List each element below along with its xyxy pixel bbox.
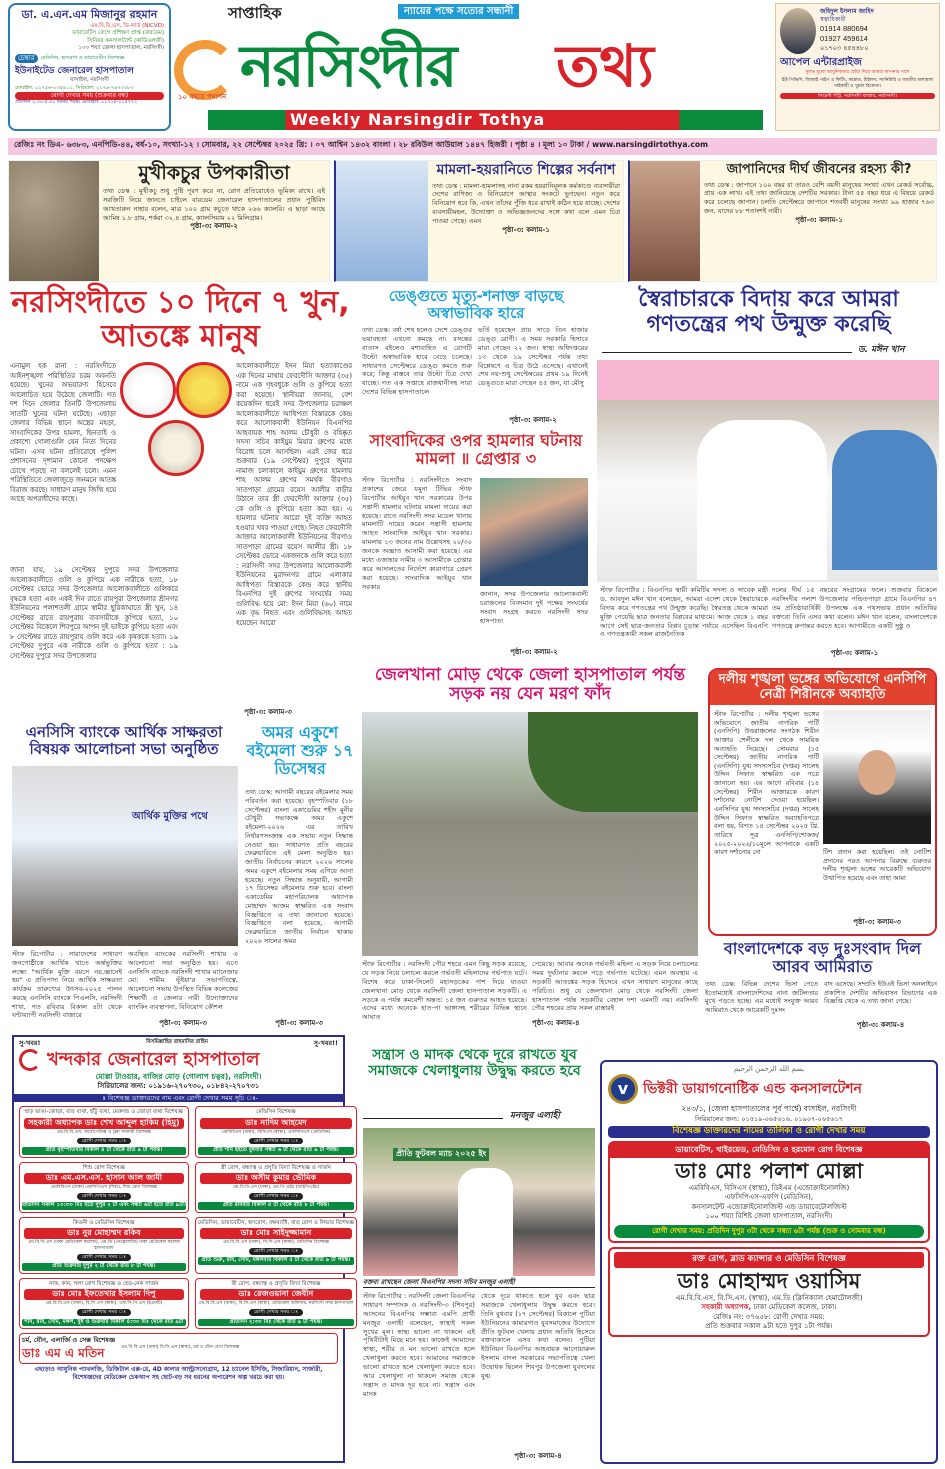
anniversary-badge: [174, 40, 236, 100]
road-col2: পেয়েছে। আবার অনেক গর্ভবতী মহিলা এ সড়ক নিয়ে চলাচলের সময় দুর্ঘটনার কবলে পড়ে গর্ভপাত ঘটেছে। এমন অবস্থায় এ সড়কটি আতঙ্কের সড়ক হিসেবে এখন সাধারণ মানুষের কাছে পরিচিত। শুধু যে জেলখানা মোড় থেকে নরসিংদী জেলা হাসপাতাল পর্যন্ত সড়কটির বেহাল দশা এমনটি নয়। নরসিংদী পৌর শহরের প্রায় সকল রাস্তারই: [532, 960, 698, 1013]
see-time-label: রোগী দেখার সময় ঃ: [77, 1254, 131, 1261]
doctor-name: ডাঃ রেজওয়ানা জেবীন: [200, 1289, 352, 1300]
see-time-label: রোগী দেখার সময় ঃ: [77, 1138, 131, 1145]
palash-q1: এমবিবিএস, বিসিএস (স্বাস্থ্য), ডিইএম (এন্ডোক্রাইনোলজি): [688, 1183, 850, 1192]
doctor-time: শনি, রবি, সোম, মঙ্গল, বুধ ও শুক্রবার বিকাল ৪:৩০ মিঃ থেকে রাত ৯টা: [22, 1319, 186, 1326]
palash-q3: কনসালটেন্ট এন্ডোক্রাইনোলজিস্ট এন্ড ডায়াবেটোলজিস্ট: [691, 1202, 847, 1211]
trees: [528, 712, 698, 812]
hospital-serial: সিরিয়ালের জন্য: ০১৯১৬-২৭০৭৩০, ০১৮৪২-২৭০৭৩১: [97, 1082, 260, 1091]
japanese-woman-photo: [630, 161, 700, 281]
anniversary-text: ১০ বছরে পদার্পন: [178, 93, 227, 101]
youth-caption: বক্তব্য রাখছেন জেলা বিএনপির সদস্য সচিব মনজুর এলাহী: [363, 1278, 595, 1288]
doctor-card: [19, 1106, 189, 1157]
doctor-spec: স্ত্রী রোগ, বন্ধ্যাত্ব ও প্রসূতি বিদ্যা বিশেষজ্ঞ ও সার্জন: [220, 1164, 331, 1171]
doctor-card: [19, 1217, 189, 1274]
dengue-col2: ভর্তি হয়েছেন প্রায় সাড়ে তিন হাজার ডেঙ্গু রোগী। এ সময় সরকারি হিসাবে মারা গেছেন ২২ জন। স্বাস্থ্য অধিদপ্তরের ১৩ থেকে ১৯ সেপ্টেম্বর পর্যন্ত তথ্য বিশ্লেষণে এ চিত্র উঠে এসেছে। এখানেই শেষ নয়-শুধু সেপ্টেম্বরের প্রথম ১৯ দিনেই ডেঙ্গুতে মারা গেছেন ৪৫ জন, যা মৌসু: [478, 326, 588, 388]
doctor-name: ডাঃ মোঃ ইফতেখার ইসলাম দিপু: [24, 1289, 184, 1300]
teaser-2-ref: পৃষ্ঠা-৩: কলাম-১: [502, 225, 550, 234]
doctor-quals: এম.বি.বি.এস (ঢাকা), এম.পি.এইচ (আইপিএইচ): [232, 1184, 320, 1190]
wasim-q1: এম.বি.বি.এস, বি.সি.এস. (স্বাস্থ্য), এম.ডি (ক্লিনিক্যাল হেমাটোলজী): [675, 1293, 863, 1302]
speaker: [458, 1168, 513, 1276]
issue-meta-band: রেজিঃ নং ডিএ- ৬৩৮৩, এনপিডি-৪৪, বর্ষ-১০, সংখ্যা-১২ । সোমবার, ২২ সেপ্টেম্বর ২০২৫ খ্রি: । ০৭ আশ্বিন ১৪৩২ বাংলা । ২৮ রবিউল আউয়াল ১৪৪৭ হিজরী । পৃষ্ঠা ৪ । মূল্য ১০ টাকা / www.narsingdirtothya.com: [8, 138, 937, 155]
ncc-photo: [12, 766, 238, 946]
ad-phones: মোবাইল: ০১৭৫৬-০৩৫৪১০, সিরিয়াল: ০১৭৯-৭৪৭৩৩৮৩: [15, 84, 134, 91]
victory-bismillah: بسم الله الرحمن الرحيم: [733, 1065, 805, 1073]
journalist-ref: পৃষ্ঠা-৩: কলাম-২: [480, 648, 588, 657]
football-event-photo: [363, 1128, 595, 1276]
doctor-spec: মেডিসিন, ডায়াবেটিস, হৃদরোগ, বক্ষব্যাধি, বাত রোগ ও লিভার বিশেষজ্ঞ: [197, 1219, 355, 1226]
doctor-spec: শিশু রোগ বিশেষজ্ঞ: [82, 1164, 125, 1171]
youth-ref: পৃষ্ঠা-৩: কলাম-৪: [481, 1452, 595, 1461]
bismillah: বিসমিল্লাহির রাহমানির রাহিম: [146, 1039, 208, 1045]
bookfair-body: তথ্য ডেস্ক: আগামী বছরের বইমেলার সময় পরিবর্তন করা হয়েছে। বৃহস্পতিবার (১৮ সেপ্টেম্বর) বাংলা একাডেমির শহীদ মুনীর চৌধুরী সভাকক্ষে অমর একুশে বইমেলা-২০২৬ এর তারিখ নির্ধারণসংক্রান্ত এক সভায় নতুন সিদ্ধান্ত নেওয়া হয়। সাধারণত প্রতি বছরের ফেব্রুয়ারিতে এই মেলা অনুষ্ঠিত হয়। জাতীয় নির্বাচনের কারণে ২০২৬ সালের অমর একুশে বইমেলার সময় এগিয়ে আনা হয়েছে। নতুন সিদ্ধান্ত অনুযায়ী, আগামী ১৭ ডিসেম্বর বইমেলার শুরু হবে। বাংলা একাডেমির মহাপরিচালক অধ্যাপক মোহাম্মদ আজম স্বাক্ষরিত এক সংবাদ বিজ্ঞপ্তিতে এ তথ্য জানানো হয়েছে। বিজ্ঞপ্তিতে বলা হয়েছে, আগামী ফেব্রুয়ারিতে জাতীয় নির্বাচন থাকায় ২০২৬ সালের অমর: [245, 788, 353, 946]
see-time-label: রোগী দেখার সময় ঃ: [249, 1193, 303, 1200]
derm-name: ডাঃ এম এ মতিন: [22, 1345, 105, 1360]
ad-chamber-name: ইউনাইটেড জেনারেল হাসপাতাল: [15, 65, 134, 76]
owner-phone-2: 01927 459614: [820, 34, 868, 44]
dengue-col1: তথ্য ডেস্ক: বর্ষা শেষ হলেও দেশে ডেঙ্গুর ভয়াবহতা এখনো কমছে না। বসন্তের বাতাস বইলেও মশাবাহিত এ রোগটি উল্টো অস্বাভাবিক হারে বেড়ে চলেছে। সাধারণত সেপ্টেম্বরে ডেঙ্গু কমতে শুরু করে; কিন্তু বাস্তবে তার উল্টো চিত্র দেখা যাচ্ছে। গত এক সপ্তাহে রাজধানীসহ সারা দেশের বিভিন্ন হাসপাতালে: [362, 326, 472, 397]
youth-col1: স্টাফ রিপোর্টার : নরসিংদী জেলা বিএনপির সাধারণ সম্পাদক ও নরসিংদী-৩ (শিবপুর) আসনের বিএনপির সম্ভাব্য এমপি প্রার্থী মনজুর এলাহী বলেছেন, স্বাস্থ্যই সকল সুখের মূল। স্বাস্থ্য ভালো না থাকলে এই পৃথিবীটাই মিছে মনে হয়। কাজেই আমাদের স্বাস্থ্য, শরীর ও মন ভালো রাখতে হলে খেলাধুলা করতে হবে। আমাদের সমাজকে ভালো রাখতে হলে খেলাধুলা করতে হবে। আর খেলাধুলা না থাকলে সমাজ থেকে সন্ত্রাস ও মাদক দূর হবে না। সন্ত্রাস এবং মাদক: [363, 1292, 475, 1398]
owner-role: স্বত্বাধিকারী: [820, 16, 846, 24]
teaser-1: [8, 160, 330, 282]
doctor-card-palash: [608, 1141, 930, 1243]
doctor-time: প্রতিদিন সকাল ১০:৩০ মিঃ হতে দুপুর ২ টা এবং সন্ধ্যা ৬টা হতে রাত ৯টা।: [22, 1202, 186, 1209]
democracy-byline: ড. মঈন খান: [858, 345, 905, 355]
democracy-col1: স্টাফ রিপোর্টার : বিএনপির স্থায়ী কমিটির সদস্য ও সাবেক মন্ত্রী ড. আবদুল মঈন খান বলেছেন, আমরা এদেশ থেকে স্বৈরাচারকে বিদায় করে গণতন্ত্রের পথ উন্মুক্ত করেছি। স্বৈরতন্ত্র থেকে আমরা মুক্তি পেয়েছি ছাত্র জনতার বিপ্লবের মাধ্যমে। আজ থেকে ১ বছর আগে সেই ছাত্র-জনতার বিপ্লব চূড়ান্ত পর্যায়ে এসেছিল বিএনপি ও গণতন্ত্রকামী সকল রাজনৈতিক: [600, 586, 768, 639]
doctor-name: ডাঃ নাদিম আহমেদ: [200, 1118, 352, 1129]
doctor-time: প্রতিদিন ২:৩০ মিঃ থেকে রাত ৯ টা পর্যন্ত।: [198, 1319, 354, 1326]
ad-hospital: ১০০ শয্যা জেলা হাসপাতাল, নরসিংদী।: [78, 45, 164, 52]
doctor-quals: এম.বি.বি.এস (ঢাকা), বি.সি.এস (স্বাস্থ্য), মেডিসিন বিশেষজ্ঞ: [222, 1239, 329, 1245]
ncc-banner: আর্থিক মুক্তির পথে: [132, 811, 208, 822]
good-news-right: সু-খবর!!: [313, 1039, 338, 1047]
business-tagline: সুলভ মূল্যে আধুনিকতার ছোঁয়া নিয়ে আমরা আপনার পাশে: [805, 69, 910, 75]
road-col1: স্টাফ রিপোর্টার : নরসিংদী পৌর শহরে এমন কিছু সড়ক রয়েছে, যে সড়ক নিয়ে চলাচল করলে গর্ভবতী মহিলাদের গর্ভপাত ঘটে। বিশেষ করে ঢাকা-সিলেট মহাসড়কের পাশ দিয়ে যাওয়া জেলখানা মোড় থেকে নরসিংদী জেলা হাসপাতাল সড়কটি। এ সড়কে এ পর্যন্ত কমবেশী অন্তত: ১৫ জন গুরুতর আহত হয়েছে। এদের মধ্যে অনেকে হাত-পা ভাঙ্গাসহ শরীরের বিভিন্ন স্থানে আঘাত: [362, 960, 527, 1022]
doctor-time: প্রতি শনি হইতে বুধবার সন্ধ্যা ৬ টা থেকে রাত ৯ টা পর্যন্ত।: [198, 1147, 354, 1154]
ncp-box: [708, 668, 937, 936]
teaser-2-body: তথ্য ডেস্ক : মামলা-হামলাসহ নানা রকম হয়রানিমূলক কর্মকাণ্ডে ব্যবসায়ীরা দেশের বাণিজ্য ও বিনিয়োগে আস্থার সংকটে ভুগছেন। নতুন করে বিনিয়োগ হবে কি, এখন তাঁদের পুঁজি ধরে রাখাই কঠিন হয়ে যাচ্ছে। দেশের ব্যবসায়ীমহল, উদ্যোক্তা ও অভিজ্ঞজনদের সঙ্গে কথা বলে এমন চিত্র পাওয়া গেছে। এমন: [432, 181, 620, 225]
teaser-1-title: মুখীকচুর উপকারীতা: [138, 162, 290, 184]
derm-quals: এম.বি.বি.এস (ঢাকা) বি.সি.এস (স্বাস্থ্য), চর্ম ও যৌন রোগ বিশেষজ্ঞ: [121, 1345, 240, 1351]
ncp-ref: পৃষ্ঠা-৩: কলাম-৩: [823, 918, 931, 927]
uae-ref: পৃষ্ঠা-৩: কলাম-৪: [824, 1021, 937, 1030]
dengue-headline: ডেঙ্গুতে মৃত্যু-শনাক্ত বাড়ছে অস্বাভাবিক হারে: [388, 287, 564, 322]
weekly-label: সাপ্তাহিক: [228, 4, 282, 22]
doctor-name: ডাঃ মোঃ সাইদুজ্জামান: [200, 1228, 352, 1239]
uae-col1: তথ্য ডেস্ক: বিভিন্ন দেশের ভিসা পেতে ইতোমধ্যেই বাংলাদেশিদের নানা জটিলতার মুখে পড়তে হচ্ছে। এর মধ্যেই সংযুক্ত আরব আমিরাত থেকে আরেকটি দুঃসং: [705, 980, 818, 1014]
derm-spec: চর্ম, যৌন, এলার্জি ও সেক্স বিশেষজ্ঞ: [22, 1336, 116, 1345]
doctor-time: প্রতি শুক্র, রবি, সোম, মঙ্গলবার বিকাল ৫ টা থেকে রাত ৯ টা পর্যন্ত।: [198, 1257, 354, 1264]
see-time-label: রোগী দেখার সময় ঃ: [249, 1248, 303, 1255]
democracy-col2: দলের দীর্ঘ ১৫ বছরের সংগ্রামের ফলে। শুক্রবার বিকেলে নরসিংদীর পলাশ উপজেলার পন্ডিতপাড়া গ্রামে বিএনপির ৪৭ তম প্রতিষ্ঠাবার্ষিকী উপলক্ষে এক পথসভায় প্রধান অতিথির বক্তব্যে তিনি এসব কথা বলেন। মঈন খান বলেন, বাংলাদেশকে গণতন্ত্রে রুপান্তর করতে হবে। আগামীতে একটি সুষ্ঠু ও: [772, 586, 937, 630]
header-ad-left: [8, 3, 171, 131]
business-desc: ইউ পিভিসি, জিআই পাইপ ও ফিটিং, কমোড, টাইলস, স্যানিটারি ও যাবতীয় মালামাল পাইকারী ও খুচরা বিক্রেতা।: [782, 77, 933, 89]
victory-diagnostic-ad: [600, 1060, 938, 1464]
hospital-list-title: -ঃ বিশেষজ্ঞ ডাক্তারদের নাম এবং রোগী দেখার সময় সূচি ঃ-: [14, 1094, 343, 1103]
doctor-time: প্রতি বৃহস্পতিবার বিকাল ৪ টা থেকে রাত ৯ টা পর্যন্ত।: [22, 1147, 186, 1154]
lead-headline: নরসিংদীতে ১০ দিনে ৭ খুন, আতঙ্কে মানুষ: [11, 285, 350, 354]
road-ref: পৃষ্ঠা-৩: কলাম-৪: [532, 1019, 698, 1028]
palash-spec: ডায়াবেটিস, থাইরয়েড, মেডিসিন ও হরমোন রোগ বিশেষজ্ঞ: [610, 1143, 928, 1158]
doctor-card-wasim: [608, 1247, 930, 1336]
english-title: Weekly Narsingdir Tothya: [290, 110, 546, 129]
good-news-left: সু-খবর!: [19, 1039, 41, 1047]
wasim-name: ডাঃ মোহাম্মদ ওয়াসিম: [677, 1268, 861, 1293]
ncp-col2: টিশ প্রদান করা হয়েছিল। ওই নোটিশ প্রদানের পরও আপনার বিরুদ্ধে গুরুতর দলীয় শৃঙ্খলা ভঙ্গের আরেকটি অভিযোগ উত্থাপিত হয়েছে এবং তাহা আমা: [823, 848, 931, 882]
owner-phone-3: ০১৭০৩ ৪৫৪৪৮০: [820, 44, 869, 53]
slogan: ন্যায়ের পক্ষে সত্যের সন্ধানী: [398, 4, 519, 19]
victory-list-title: বিশেষজ্ঞ ডাক্তারদের নামের তালিকা ও রোগী দেখার সময়: [608, 1126, 930, 1137]
lead-col-right: আলোকবালীতে ইদন মিয়া হত্যাকাণ্ডের এক দিনের মাথায় ফেরদৌসি আক্তার (৩৫) নামে এক গৃহবধুকে গুলি ও কুপিয়ে হত্যা করা হয়েছে। স্থানীয়রা জানায়, বেশ কয়েকদিন ধরেই সদর উপজেলার চরাঞ্চল আলোকবালীতে আধিপত্য বিস্তারকে কেন্দ্র করে আলোকবালী ইউনিয়ন বিএনপির আহবায়ক শাহ আলম চৌধুরী ও বহিষ্কৃত সদস্য সচিব কাইয়ুম মিয়ার গ্রুপের মধ্যে বিরোধ চলে আসছিল। এরই জের ধরে শুক্রবার (১৯ সেপ্টেম্বর) দুপুরে জুমার নামাজ চলাকালে কাইয়ুম গ্রুপের হামলায় শাহ আলম গ্রুপের সমর্থক বীরগাও সাতপাড়া গ্রামের রয়েস আলীর বাড়ীর উঠানে তার স্ত্রী ফেরদৌসী আক্তার (৩৫) কে গুলি ও কুপিয়ে হত্যা করা হয়। এ হামলার ঘটনায় আরো দুই ব্যক্তি আহত হওয়ার খবর পাওয়া গেছে। নিহত ফেরদৌসী আক্তার আলোকবালী ইউনিয়নের বীরগাও সাতপাড়া গ্রামের রয়েস আলীর স্ত্রী। ১৮ সেপ্টেম্বর ভোরে একজনকে গুলি করে হত্যা : নরসিংদী সদর উপজেলার আলোকবালী ইউনিয়নের মুরাদনগর গ্রামে এলাকার আধিপত্য বিস্তারকে কেন্দ্র করে স্থানীয় বিএনপির দুই গ্রুপের সংঘর্ষের সময় গুলিবিদ্ধ হয়ে মো: ইদন মিয়া (৬০) নামে এক বৃদ্ধ নিহত এবং গুলিবিদ্ধসহ আহত হয়েছেন আরো: [236, 362, 352, 627]
bookfair-ref: পৃষ্ঠা-৩: কলাম-৩: [245, 1019, 353, 1028]
teaser-3-title: জাপানিদের দীর্ঘ জীবনের রহস্য কী?: [726, 162, 912, 177]
ad-time: প্রতিদিন ২.৩০-৫.৩০ মিনিট পর্যন্ত। মোবাইল: ০১৭১৫-০২৫৭৭২: [15, 100, 138, 106]
illustration-robbery: [148, 420, 204, 476]
ncp-headline: দলীয় শৃঙ্খলা ভঙ্গের অভিযোগে এনসিপি নেত্রী শিরীনকে অব্যাহতি: [710, 670, 935, 705]
doctor-name: ডাঃ এম.এস.এস. হাসান আল জামী: [24, 1173, 184, 1184]
teaser-3-ref: পৃষ্ঠা-৩: কলাম-১: [795, 215, 843, 224]
ncc-ref: পৃষ্ঠা-৩: কলাম-৩: [128, 1019, 238, 1028]
journalist-col1: স্টাফ রিপোর্টার : নরসিংদীতে সংবাদ প্রকাশের জেরে যমুনা টিভির স্টাফ রিপোর্টার আইয়ুব খান সরকারের উপর সন্ত্রাসী হামলার ঘটনায় মামলা দায়ের করা হয়েছে। রাতে নরসিংদী সদর মডেল থানায় মামলাটি দায়ের করেন সন্ত্রাসী হামলায় আহত সাংবাদিক আইয়ুব খান সরকার। মামলায় ১৩ জনের নাম উল্লেখসহ ২০/৩০ জনকে অজ্ঞাত আসামী করা হয়েছে। এর মধ্যে এজাহার নামীয় ৩ আসামীকে গ্রেপ্তার করে আদালতের নির্দেশে কারাগারে প্রেরণ করা হয়েছে। সাংবাদিক আইয়ুব খান সরকার: [362, 476, 472, 591]
dengue-ref: পৃষ্ঠা-৩: কলাম-২: [478, 416, 588, 425]
broken-road-photo: [362, 712, 698, 956]
wasim-q4: প্রতি শুক্রবার সকাল ৯টা হতে দুপুর ১টা পর্যন্ত।: [705, 1322, 833, 1331]
see-time-label: রোগী দেখার সময় ঃ: [77, 1193, 131, 1200]
illustration-attack: [120, 362, 176, 418]
hospital-address: মোল্লা টাওয়ার, বাজির মোড় (গোলাপ চত্বর), নরসিংদী।: [95, 1072, 262, 1082]
youth-byline: মনজুর এলাহী: [510, 1111, 560, 1121]
doctor-quals: এমবিবিএস (ঢাকা), বিসিএস (স্বাস্থ্য), এফসিপিএস (মেডিসিন): [221, 1129, 331, 1135]
lead-ref: পৃষ্ঠা-৩: কলাম-৩: [184, 708, 352, 717]
wasim-q3: রেজিঃ নং: ৩৭৬৫৮: রোগী দেখার সময়:: [713, 1312, 825, 1321]
victory-address: ২৪৩/১, (জেলা হাসপাতালের পূর্ব পার্শ্বে) বাসাইল, নরসিংদী: [681, 1104, 857, 1114]
doctor-quals: এম.বি.বি.এস (ঢাকা মেডিকেল কলেজ), এম.ডি (নেফ্রোলজি) ঢাকা মেডিকেল কলেজ হাসপাতাল: [27, 1239, 180, 1251]
business-name: আপেল এন্টারপ্রাইজ: [780, 57, 862, 68]
derm-doctor-card: [19, 1333, 338, 1364]
bookfair-headline: অমর একুশে বইমেলা শুরু ১৭ ডিসেম্বর: [246, 723, 354, 778]
ad-degree: এম,বি,বি,এস, ডি-কার্ড (NICVD): [90, 22, 164, 29]
rally-photo: [597, 360, 939, 582]
journalist-headline: সাংবাদিকের ওপর হামলার ঘটনায় মামলা ॥ গ্রেপ্তার ৩: [369, 431, 583, 468]
ad-time-label: রোগী দেখার সময় (শুক্রবার বন্ধ): [15, 92, 164, 100]
palash-name: ডাঃ মোঃ পলাশ মোল্লা: [675, 1158, 863, 1183]
speaker-white: [697, 420, 827, 580]
taro-photo: [9, 161, 99, 281]
democracy-ref: পৃষ্ঠা-৩: কলাম-১: [772, 649, 937, 658]
palash-q4: ১০০ শয্যা বিশিষ্ট জেলা হাসপাতাল, নরসিংদী।: [705, 1212, 833, 1221]
doctor-quals: এম.বি.বি.এস (ঢাকা), বি.সি.এস (স্বাস্থ্য), এফ.সি.পি.এস (ইএনটি): [45, 1301, 163, 1307]
doctor-name: ডাঃ নুর মোহাম্মদ রকিব: [24, 1228, 184, 1239]
victory-logo-icon: v: [608, 1074, 638, 1104]
masthead: [178, 0, 768, 132]
title-part2: তথ্য: [556, 32, 654, 100]
business-illustration: [336, 161, 428, 281]
teaser-1-body: তথ্য ডেস্ক : মুখীকচু শুধু পুষ্টি পূরণ করে না, রোগ প্রতিরোধেও ভূমিকা রাখে। এই সবজিটি নিয়ে জানতে চাইলে বারডেম জেনারেল হাসপাতালের প্রধান পুষ্টিবিদ আখতারুন নাহার বলেন, মাত্র ১০০ গ্রাম কচুতে থাকে ২৬৬ ক্যালরি। এ ছাড়া আছে আমিষ ১.৮ গ্রাম, শর্করা ৩২.৪ গ্রাম, ক্যালসিয়াম ২২ মিলিগ্রাম।: [103, 187, 325, 222]
see-time-label: রোগী দেখার সময় ঃ: [77, 1309, 131, 1316]
democracy-headline: স্বৈরাচারকে বিদায় করে আমরা গণতন্ত্রের পথ উন্মুক্ত করেছি: [638, 287, 899, 337]
doctor-card: [195, 1162, 357, 1213]
doctor-spec: নাক, কান, গলা রোগ বিশেষজ্ঞ ও হেড-নেক সার্জন: [49, 1280, 159, 1287]
doctor-time: প্রতি শুক্রবার দুপুর ২ টা থেকে রাত ৮ টা পর্যন্ত।: [22, 1263, 186, 1270]
teaser-3-body: তথ্য ডেস্ক : জাপানে ১০০ বছর বা তারও বেশি বয়সী মানুষের সংখ্যা এখন রেকর্ড সর্বোচ্চ, প্রায় এক লাখ। এই তথ্য জানিয়েছে দেশটির সরকার। টানা ৫৫ বছর ধরে এ বিষয়ে রেকর্ড করে চলেছে জাপান। চলতি সেপ্টেম্বরে জাপানে শতবর্ষী মানুষের সংখ্যা ৯৯ হাজার ৭৬৩ জন, যাদের ৮৮ শতাংশই নারী।: [704, 180, 934, 215]
doctor-spec: কিডনী ও মেডিসিন বিশেষজ্ঞ: [73, 1219, 135, 1226]
owner-photo: [780, 8, 816, 54]
teaser-2-title: মামলা-হয়রানিতে শিল্পের সর্বনাশ: [436, 162, 616, 178]
ad-doctor-name: ডা. এ.এন.এম মিজানুর রহমান: [21, 8, 158, 21]
doctor-spec: হাড় ভাঙা-জোড়া, বাত ব্যথা, হাঁটু ব্যথা, মেরুদন্ড ও জোড়া ব্যথা বিশেষজ্ঞ: [24, 1109, 183, 1116]
ncp-col1: স্টাফ রিপোর্টার : দলীয় শৃঙ্খলা ভঙ্গের অভিযোগে জাতীয় নাগরিক পার্টি (এনসিপি) উত্তরাঞ্চলের সংগঠক শিরীন আক্তার শেলীকে দল থেকে সাময়িক অব্যাহতি দিয়েছে। সোমবার (১৫ সেপ্টেম্বর) জাতীয় নাগরিক পার্টি (এনসিপি) যুগ্ম সদস্যসচিব (দপ্তর) সালেহ উদ্দিন সিফাত স্বাক্ষরিত এক পত্রে জানানো হয়। এর আগে রবিবার (১৪ সেপ্টেম্বর) শিরীন আক্তারকে কারণ দর্শানোর নোটিশ দেওয়া হয়েছিল। এনসিপির যুগ্ম সদস্যসচিব (দপ্তর) সালেহ উদ্দিন সিফাত স্বাক্ষরিত অব্যাহতিপত্রে বলা হয়, বিগত ১৪ সেপ্টেম্বর ২০২৫ খ্রি. তারিখে সূত্র এনসিপি/শোকজ/২০২৫-২০২৬/১০মূলে আপনাকে একটি কারণ দর্শানোর নো: [714, 710, 819, 857]
ad-training: ডায়াবেটিস রোগে প্রশিক্ষণ প্রাপ্ত (বারডেম): [72, 30, 164, 37]
event-banner: প্রীতি ফুটবল ম্যাচ ২০২৫ ইং: [393, 1148, 489, 1161]
ad-post: সিনিয়র কনসালট্যান্ট (কার্ডিওলজী): [87, 37, 164, 44]
wasim-q2: ঢাকা মেডিকেল কলেজ, ঢাকা।: [753, 1303, 837, 1312]
lead-col-right-cont: [184, 566, 352, 706]
doctor-spec: স্ত্রী রোগ, বন্ধ্যাত্ব ও প্রসূতি বিদ্যা বিশেষজ্ঞ: [231, 1280, 321, 1287]
hospital-footer: এছাড়াও আধুনিক প্যাথলজি, ডিজিটাল এক্স-রে, 4D কালার আল্ট্রাসনোগ্রাম, 12 চ্যানেল ইসিজি, সিজারিয়ান, সার্জারী, বিশেষজ্ঞদের মেডিকেল চেকআপ সহ ছোট-বড় সব ধরনের অপারেশন অল্প খরচে করা হয়।: [34, 1365, 323, 1382]
ncc-headline: এনসিসি ব্যাংকে আর্থিক সাক্ষরতা বিষয়ক আলোচনা সভা অনুষ্ঠিত: [25, 723, 223, 758]
doctor-card: [19, 1278, 189, 1329]
see-time-label: রোগী দেখার সময় ঃ: [249, 1309, 303, 1316]
doctor-name: সহকারী অধ্যাপক ডাঃ শেখ আব্দুল হাকিম (হিমু): [24, 1118, 184, 1129]
owner-phone-1: 01914 880694: [820, 24, 868, 34]
title-part1: নরসিংদীর: [240, 32, 456, 100]
youth-headline: সন্ত্রাস ও মাদক থেকে দূরে রাখতে যুব সমাজকে খেলাধুলায় উদ্বুদ্ধ করতে হবে: [368, 1047, 581, 1079]
chamber-badge: চেম্বার: [15, 54, 38, 63]
doctor-card: [19, 1162, 189, 1213]
shirin-photo: [823, 710, 931, 844]
wasim-post: সহকারী অধ্যাপক,: [701, 1303, 752, 1312]
header-ad-right: [775, 3, 940, 131]
doctor-grid: [19, 1104, 355, 1331]
face: [858, 750, 896, 795]
speaker-blue: [832, 430, 937, 570]
illustration-gunman: [176, 362, 232, 418]
victory-name: ভিক্টরী ডায়াগনোষ্টিক এন্ড কনসালটেশন: [643, 1080, 862, 1097]
road-headline: জেলখানা মোড় থেকে জেলা হাসপাতাল পর্যন্ত সড়ক নয় যেন মরণ ফাঁদ: [374, 665, 686, 705]
doctor-quals: এম.বি.বি.এস (ঢাকা), বি.সি.এস (স্বাস্থ্য), মেডিকেল অফিসার, নরসিংদী সদর হাসপাতাল: [198, 1301, 354, 1307]
ad-speciality: মেডিসিন, হৃদরোগ ও ডায়াবেটিস বিশেষজ্ঞ: [40, 54, 125, 61]
doctor-time: প্রতি রবিবার বিকাল ৫ টা থেকে রাত ৮ টা পর্যন্ত।: [198, 1202, 354, 1209]
injured-journalist-photo: [480, 478, 588, 586]
palash-q2: এফসিপিএস-এফপি (মেডিসিন),: [724, 1193, 814, 1202]
uae-headline: বাংলাদেশকে বড় দুঃসংবাদ দিল আরব আমিরাত: [723, 939, 922, 976]
hospital-name: খন্দকার জেনারেল হাসপাতাল: [47, 1048, 260, 1070]
lead-col-left2: জানা যায়, ১৯ সেপ্টেম্বর দুপুরে সদর উপজেলার আলোকবালীতে গুলি ও কুপিয়ে এক নারীকে হত্যা, ১৮ সেপ্টেম্বর ভোরে সদর উপজেলার আলোকবালীতে গুলিকরে বৃদ্ধকে হত্যা এবং একই দিন রাতে রায়পুরা উপজেলার শ্রীনগর ইউনিয়নের পলাশতলী গ্রামে স্বামীর ছুরিকাঘাতে স্ত্রী খুন, ১৪ সেপ্টেম্বর রাতে রায়পুরায় ব্যবসায়ীকে কুপিয়ে হত্যা, ১০ সেপ্টেম্বর বিকেলে শিবপুরে আপন দুই ভাইকে কুপিয়ে হত্যা এবং ৮ সেপ্টেম্বর রাতে রায়পুরায় গুলি করে এক কৃষককে হত্যা। ১৯ সেপ্টেম্বর দুপুরে এক নারীকে গুলি ও কুপিয়ে হত্যা : ১৯ সেপ্টেম্বর দুপুরে সদর উপজেলার: [10, 566, 178, 660]
teaser-3: [628, 160, 937, 282]
victory-serial: সিরিয়ালের জন্য: ০১৫১৯-০৬৫৬১৬, ০১৯০৭-০৬৫৬১৭: [695, 1114, 843, 1123]
youth-byline-rule: [363, 1118, 503, 1119]
doctor-spec: মেডিসিন বিশেষজ্ঞ: [256, 1109, 296, 1116]
ncc-col2: অবস্থিত ব্যাংকের নরসিংদী শাখায় এ আলোচনা সভা অনুষ্ঠিত হয়। এতে এনসিসি ব্যাংকে নরসিংদী শাখার ম্যানেজার মো: শামীম ভূঁইয়া'র সভাপতিত্বে, আলোচনা সভায় উপস্থিত বিভিন্ন কলেজের শিক্ষার্থী ও জেলার নারী উদ্যোক্তাদের ব্যাংকিং ব্যবস্থাপনা, বিনিয়োগ কৌশল: [128, 950, 238, 1011]
hospital-logo-icon: [19, 1049, 41, 1071]
uae-col2: বাদ এসেছে। সম্প্রতি ইউএই ভিসা অনলাইনে প্রকাশিত দেশটির অভিবাসন বিভাগের এক বিজ্ঞপ্তি থেকে এ তথ্য জানা গেছে।: [824, 980, 937, 1006]
teaser-1-ref: পৃষ্ঠা-৩: কলাম-২: [190, 222, 238, 231]
doctor-quals: এম.বি.বি.এস, অর্থোপেডিক্স ও ট্রমা সার্জারী বিশেষজ্ঞ: [56, 1129, 151, 1135]
lead-col-left: এনামুল হক রানা : নরসিংদীতে আইনশৃঙ্খলা পরিস্থিতির চরম অবনতি হয়েছে। খুনের অভয়ারণ্য হিসেবে আলোচিত হয়ে উঠেছে জেলাটি। গত দশ দিনে জেলার তিনটি উপজেলায় সাতটি খুনের ঘটনা ঘটেছে। এছাড়া জেলার বিভিন্ন স্থানে অস্ত্রের মহড়া, সাংবাদিকের উপর হামলা, ছিনতাই ও প্রকাশ্যে গোলাগুলি যেন নিত্য দিনের ঘটনা। এসব ঘটনা প্রতিরোধে পুলিশ প্রশাসনের দৃশ্যমান কোনো পদক্ষেপ চোখে পড়ছে না বললেই চলে। এমন পরিস্থিতিতে জেলাজুড়ে জনমনে আতঙ্ক বিরাজ করছে। সাধারণ মানুষ জিম্মি হয়ে আছে অপরাধীদের কাছে।: [10, 362, 116, 504]
palash-time: রোগী দেখার সময়: প্রতিদিন দুপুর ৩টা থেকে সন্ধ্যা ৬টা পর্যন্ত (শুক্র ও সোমবার বন্ধ): [614, 1225, 924, 1238]
democracy-byline-rule: [602, 352, 852, 353]
doctor-quals: এমবিবিএস (ঢাকা) এফসিপিএস (শিশু), শিশু রোগ বিশেষজ্ঞ: [50, 1184, 157, 1190]
doctor-card: [195, 1106, 357, 1157]
ad-chamber-address: বাসাইল, নরসিংদী: [70, 77, 109, 84]
owner-name: জহিদুল ইসলাম জাহিদ: [820, 8, 874, 15]
khandakar-hospital-ad: [12, 1035, 355, 1463]
journalist-col2: জানান, সদর উপজেলার আলোকবালী চরাঞ্চলের বিবদমান দুই পক্ষের সংঘর্ষের সংবাদ সংগ্রহ করতে নরসিংদী সদর হাসপাতা: [480, 590, 588, 625]
see-time-label: রোগী দেখার সময় ঃ: [249, 1138, 303, 1145]
ncc-col1: স্টাফ রিপোর্টার : সারাদেশের সাধারণ জনগোষ্ঠীকে আর্থিক খাতে অর্ন্তভুক্তির লক্ষ্যে "আর্থিক মুক্তি বয়সে নয়,জ্ঞানেই হয়" এ প্রতিপাদ্য নিয়ে আর্থিক সাক্ষরতা কার্যক্রম তারুণ্যের উৎসব-২০২৫ পালন করছে এনসিসি ব্যাংকে পিএলসি, নরসিংদী শাখা, গত রবিবার বিকাল ৪টা থেকে ঘন্টাব্যাপী নরসিংদী বাজারে: [12, 950, 122, 1020]
doctor-name: ডাঃ অসীম কুমার ভৌমিক: [200, 1173, 352, 1184]
youth-col2: থেকে দূরে থাকতে হলে যুব এবং ছাত্র সমাজকে খেলাধুলায় উদ্বুদ্ধ করতে হবে। তিনি বুধবার (১৭ সেপ্টেম্বর) বিকালে পুটিয়া ইউনিয়নের কামারগাও যুবসমাজের উদ্যোগে প্রীতি ফুটবল খেলায় প্রধান অতিথি হিসেবে বক্তব্যকালে এসব কথা বলেন। পুটিয়া ইউনিয়ন বিএনপির আহবায়ক আনোয়ারুল ইসলাম বাদল সরকারের সভাপতিত্বে খেলা উদ্বোধক ছিলেন শিবপুর উপজেলা যুবদলের যুগ্ম: [481, 1292, 595, 1381]
doctor-card: [195, 1278, 357, 1329]
doctor-card: [195, 1217, 357, 1274]
business-address: সিমেন্ট পট্টি, নরসিংদী বাজার, নরসিংদী।: [780, 93, 935, 100]
wasim-spec: রক্ত রোগ, ব্লাড ক্যান্সার ও মেডিসিন বিশেষজ্ঞ: [614, 1252, 924, 1267]
teaser-2: [334, 160, 624, 282]
crime-illustrations: [120, 362, 232, 562]
